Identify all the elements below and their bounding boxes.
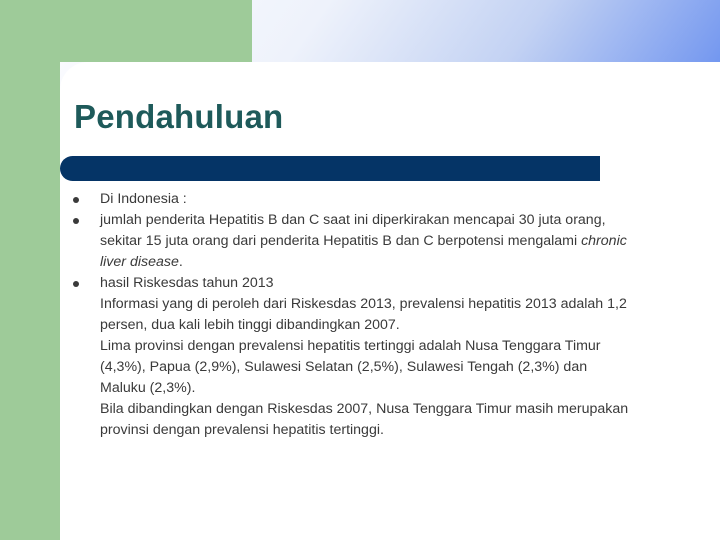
- bullet-dot-icon: [73, 281, 79, 287]
- bullet-item: [73, 210, 633, 273]
- bullet-text: hasil Riskesdas tahun 2013: [100, 275, 274, 291]
- title-underline-bar: [60, 156, 600, 181]
- body-paragraph: Bila dibandingkan dengan Riskesdas 2007, Nusa Tenggara Timur masih merupakan provinsi dengan prevalensi hepatitis tertinggi.: [100, 401, 629, 438]
- bullet-dot-icon: [73, 218, 79, 224]
- top-accent-band: [0, 0, 252, 62]
- bullet-text-end: .: [178, 254, 183, 270]
- left-accent-band: [0, 0, 60, 540]
- body-paragraph: Informasi yang di peroleh dari Riskesdas 2013, prevalensi hepatitis 2013 adalah 1,2 persen, dua kali lebih tinggi dibandingkan 2007.: [100, 296, 627, 333]
- bullet-text: Di Indonesia :: [100, 191, 187, 207]
- slide-title: Pendahuluan: [74, 98, 284, 135]
- bullet-item: [73, 189, 633, 210]
- bullet-italic-text: chronic liver disease: [100, 233, 627, 270]
- slide-body: [73, 189, 633, 441]
- body-paragraph: Lima provinsi dengan prevalensi hepatitis tertinggi adalah Nusa Tenggara Timur (4,3%), Papua (2,9%), Sulawesi Selatan (2,5%), Sulawesi Tengah (2,3%) dan Maluku (2,3%).: [100, 338, 601, 396]
- bullet-text: jumlah penderita Hepatitis B dan C saat ini diperkirakan mencapai 30 juta orang, sekitar 15 juta orang dari penderita Hepatitis B dan C berpotensi mengalami: [100, 212, 606, 249]
- bullet-dot-icon: [73, 197, 79, 203]
- bullet-item: [73, 273, 633, 294]
